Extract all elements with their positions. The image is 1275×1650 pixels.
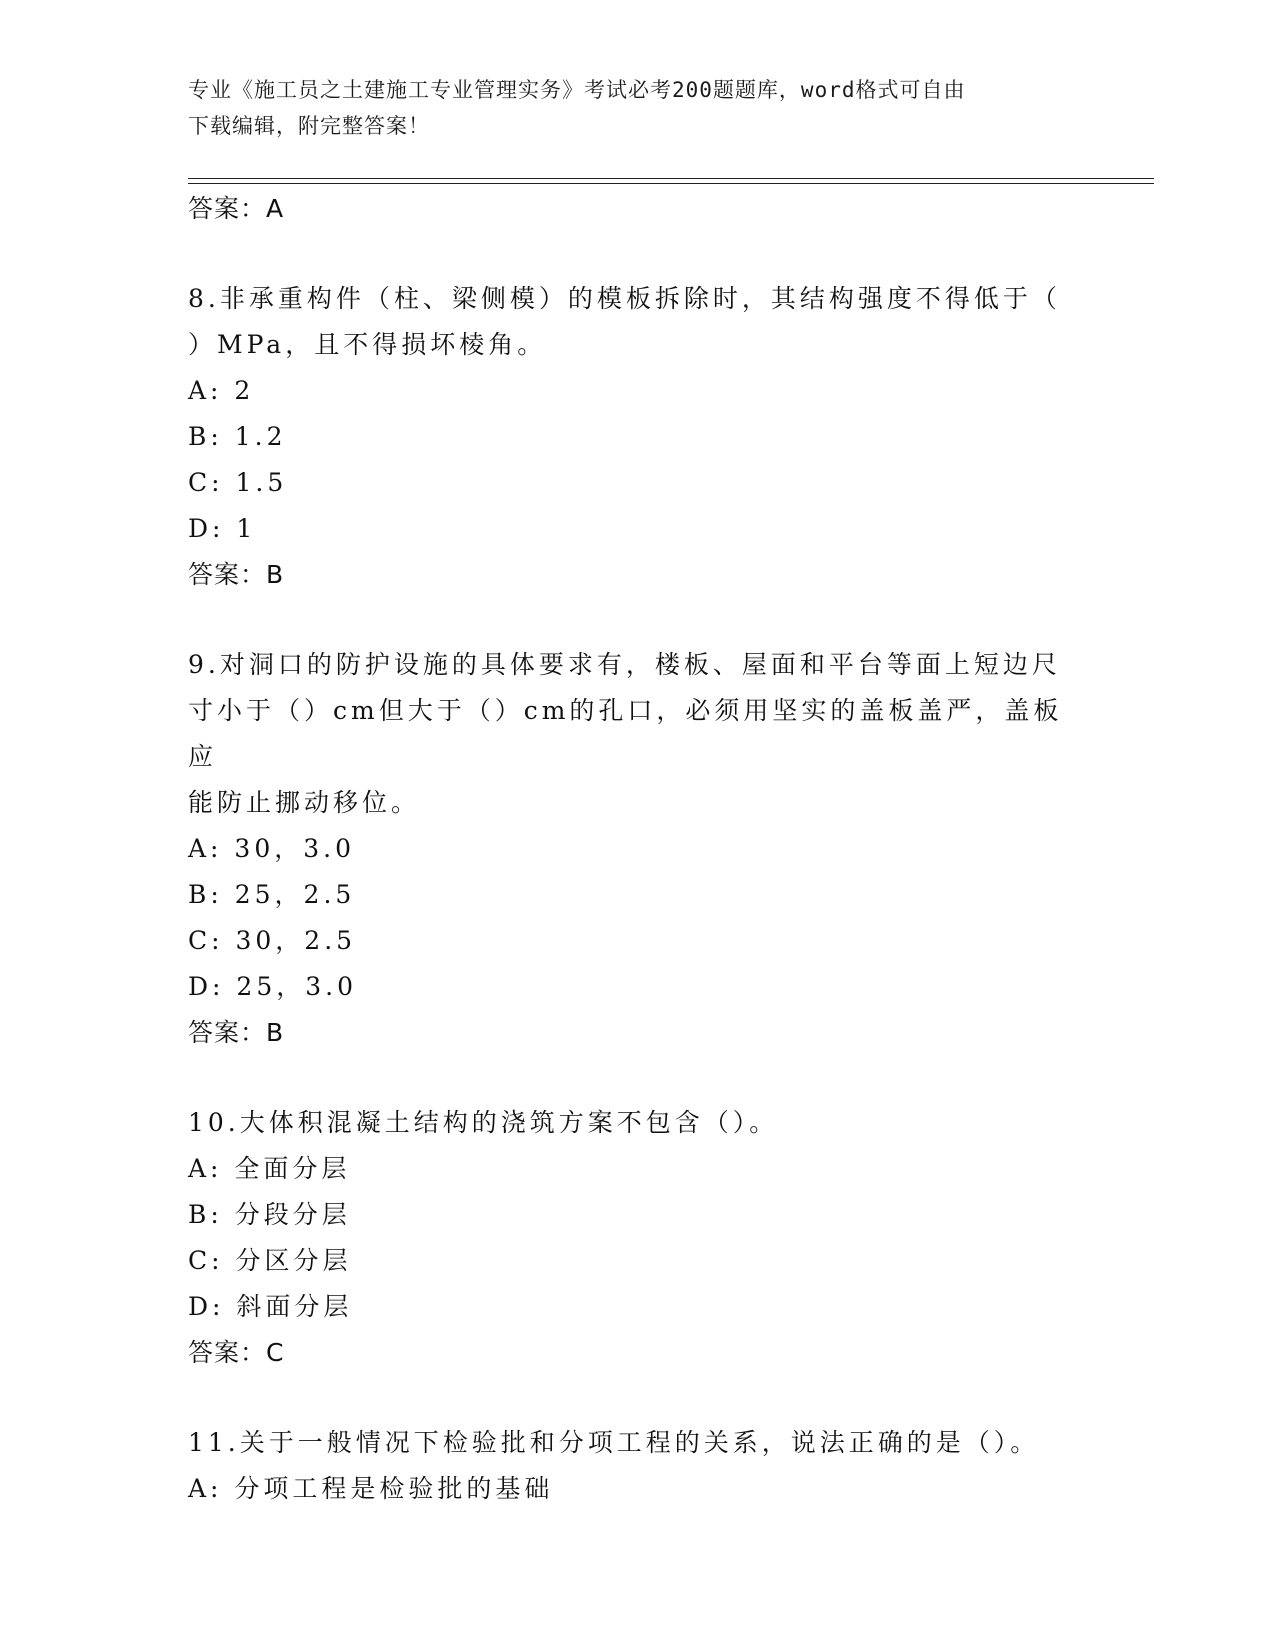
answer-line: 答案：B xyxy=(188,560,285,589)
option-b: B: 分段分层 xyxy=(188,1200,351,1229)
question-text xyxy=(188,276,1088,368)
option-b: B: 1.2 xyxy=(188,422,287,451)
question-line: 寸小于（）cm但大于（）cm的孔口，必须用坚实的盖板盖严，盖板应 xyxy=(188,696,1063,771)
question-line: ）MPa，且不得损坏棱角。 xyxy=(188,330,547,359)
option-a: A: 2 xyxy=(188,376,255,405)
question-11 xyxy=(188,1420,1088,1512)
question-list xyxy=(188,186,1088,1512)
header-divider-top xyxy=(188,178,1154,179)
question-line: 9.对洞口的防护设施的具体要求有，楼板、屋面和平台等面上短边尺 xyxy=(188,650,1061,679)
option-d: D: 25，3.0 xyxy=(188,972,357,1001)
option-d: D: 斜面分层 xyxy=(188,1292,353,1321)
question-line: 10.大体积混凝土结构的浇筑方案不包含（）。 xyxy=(188,1108,779,1137)
question-8 xyxy=(188,276,1088,598)
option-a: A: 分项工程是检验批的基础 xyxy=(188,1474,554,1503)
option-c: C: 1.5 xyxy=(188,468,288,497)
question-10 xyxy=(188,1100,1088,1376)
option-b: B: 25，2.5 xyxy=(188,880,356,909)
option-c: C: 30，2.5 xyxy=(188,926,357,955)
option-d: D: 1 xyxy=(188,514,257,543)
question-line: 11.关于一般情况下检验批和分项工程的关系，说法正确的是（）。 xyxy=(188,1428,1040,1457)
question-line: 能防止挪动移位。 xyxy=(188,788,421,817)
answer-line: 答案：C xyxy=(188,1338,285,1367)
question-text xyxy=(188,1420,1088,1466)
header-line-1: 专业《施工员之土建施工专业管理实务》考试必考200题题库，word格式可自由 xyxy=(188,78,966,102)
question-text xyxy=(188,1100,1088,1146)
header-line-2: 下载编辑，附完整答案！ xyxy=(188,114,430,138)
question-text xyxy=(188,642,1088,826)
question-9 xyxy=(188,642,1088,1056)
page-header xyxy=(188,72,1078,144)
option-c: C: 分区分层 xyxy=(188,1246,352,1275)
option-a: A: 30，3.0 xyxy=(188,834,355,863)
answer-line: 答案：B xyxy=(188,1018,285,1047)
option-a: A: 全面分层 xyxy=(188,1154,351,1183)
question-line: 8.非承重构件（柱、梁侧模）的模板拆除时，其结构强度不得低于（ xyxy=(188,284,1061,313)
header-divider-bottom xyxy=(188,183,1154,184)
answer-line: 答案：A xyxy=(188,194,285,223)
